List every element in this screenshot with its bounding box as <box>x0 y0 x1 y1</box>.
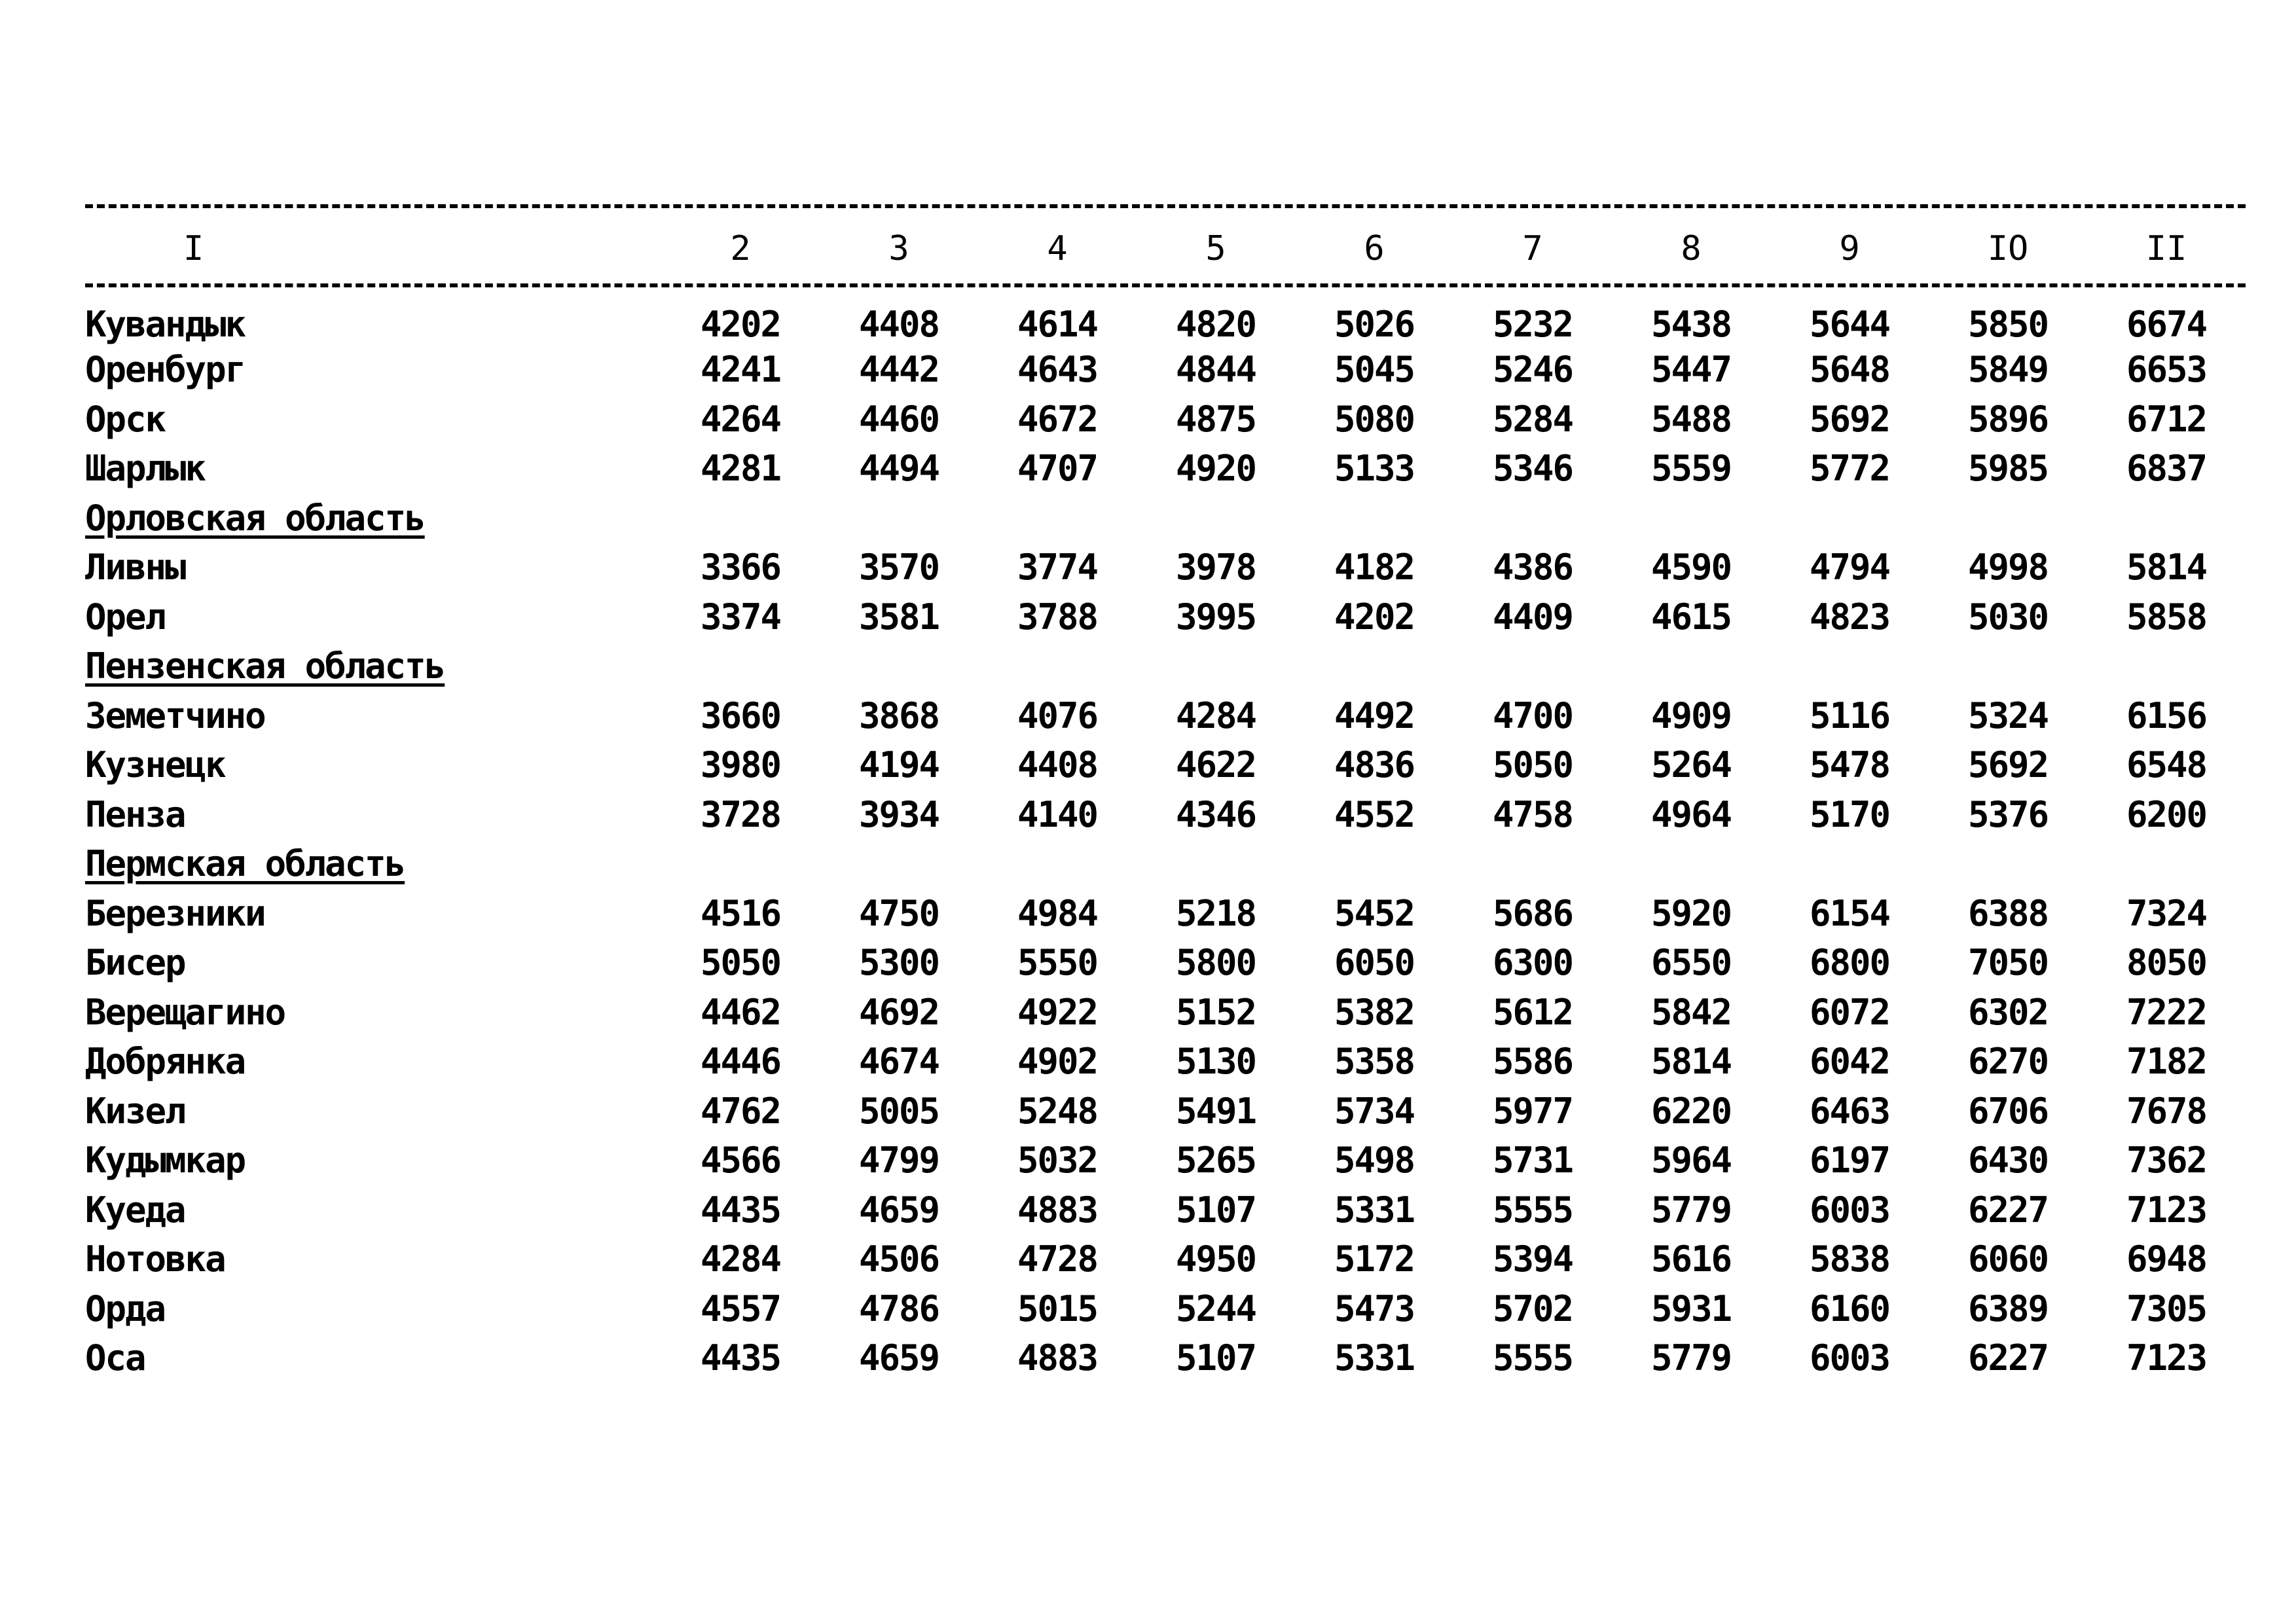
value-cell: 5491 <box>1175 1090 1256 1132</box>
column-header: 7 <box>1522 229 1543 268</box>
value-cell: 4643 <box>1017 349 1098 391</box>
value-cell: 3995 <box>1175 596 1256 638</box>
value-cell: 5692 <box>1967 744 2049 786</box>
value-cell: 4435 <box>700 1189 781 1231</box>
value-cell: 5246 <box>1492 349 1573 391</box>
value-cell: 5324 <box>1967 695 2049 736</box>
table-row <box>85 938 2246 988</box>
value-cell: 3980 <box>700 744 781 786</box>
value-cell: 4614 <box>1017 304 1098 345</box>
value-cell: 4820 <box>1175 304 1256 345</box>
value-cell: 6197 <box>1809 1140 1890 1182</box>
value-cell: 5130 <box>1175 1041 1256 1083</box>
value-cell: 6200 <box>2126 793 2207 835</box>
table-row <box>85 1185 2246 1235</box>
column-header: 6 <box>1364 229 1385 268</box>
value-cell: 4902 <box>1017 1041 1098 1083</box>
value-cell: 4241 <box>700 349 781 391</box>
value-cell: 6050 <box>1334 942 1415 984</box>
value-cell: 4799 <box>858 1140 939 1182</box>
value-cell: 3581 <box>858 596 939 638</box>
value-cell: 6227 <box>1967 1337 2049 1379</box>
value-cell: 4750 <box>858 892 939 934</box>
value-cell: 6674 <box>2126 304 2207 345</box>
city-name: Бисер <box>85 942 185 984</box>
value-cell: 5814 <box>1650 1041 1732 1083</box>
value-cell: 5232 <box>1492 304 1573 345</box>
value-cell: 4408 <box>1017 744 1098 786</box>
value-cell: 6548 <box>2126 744 2207 786</box>
value-cell: 4076 <box>1017 695 1098 736</box>
value-cell: 6003 <box>1809 1189 1890 1231</box>
value-cell: 6712 <box>2126 398 2207 440</box>
value-cell: 4922 <box>1017 991 1098 1033</box>
city-name: Кувандык <box>85 304 246 345</box>
value-cell: 5920 <box>1650 892 1732 934</box>
value-cell: 7182 <box>2126 1041 2207 1083</box>
table-row <box>85 281 2246 345</box>
value-cell: 4692 <box>858 991 939 1033</box>
value-cell: 5050 <box>700 942 781 984</box>
value-cell: 5616 <box>1650 1238 1732 1280</box>
table-row <box>85 1037 2246 1087</box>
value-cell: 5586 <box>1492 1041 1573 1083</box>
value-cell: 5550 <box>1017 942 1098 984</box>
value-cell: 4442 <box>858 349 939 391</box>
value-cell: 4281 <box>700 448 781 490</box>
value-cell: 5985 <box>1967 448 2049 490</box>
value-cell: 5032 <box>1017 1140 1098 1182</box>
table-row <box>85 740 2246 790</box>
value-cell: 5734 <box>1334 1090 1415 1132</box>
column-header: 2 <box>730 229 751 268</box>
value-cell: 5842 <box>1650 991 1732 1033</box>
value-cell: 4674 <box>858 1041 939 1083</box>
value-cell: 4920 <box>1175 448 1256 490</box>
value-cell: 4786 <box>858 1288 939 1329</box>
value-cell: 7123 <box>2126 1189 2207 1231</box>
value-cell: 5814 <box>2126 547 2207 588</box>
table-row <box>85 444 2246 494</box>
value-cell: 4435 <box>700 1337 781 1379</box>
value-cell: 5612 <box>1492 991 1573 1033</box>
value-cell: 5779 <box>1650 1189 1732 1231</box>
value-cell: 5045 <box>1334 349 1415 391</box>
value-cell: 6550 <box>1650 942 1732 984</box>
section-row <box>85 494 2246 543</box>
column-header: I <box>183 229 204 268</box>
value-cell: 4408 <box>858 304 939 345</box>
value-cell: 5284 <box>1492 398 1573 440</box>
value-cell: 5116 <box>1809 695 1890 736</box>
value-cell: 5452 <box>1334 892 1415 934</box>
value-cell: 4659 <box>858 1189 939 1231</box>
value-cell: 4728 <box>1017 1238 1098 1280</box>
value-cell: 4836 <box>1334 744 1415 786</box>
city-name: Орел <box>85 596 166 638</box>
value-cell: 5005 <box>858 1090 939 1132</box>
city-name: Нотовка <box>85 1238 225 1280</box>
value-cell: 6042 <box>1809 1041 1890 1083</box>
value-cell: 4883 <box>1017 1337 1098 1379</box>
value-cell: 5438 <box>1650 304 1732 345</box>
value-cell: 5030 <box>1967 596 2049 638</box>
value-cell: 6948 <box>2126 1238 2207 1280</box>
value-cell: 5382 <box>1334 991 1415 1033</box>
value-cell: 5555 <box>1492 1337 1573 1379</box>
value-cell: 6227 <box>1967 1189 2049 1231</box>
value-cell: 5107 <box>1175 1189 1256 1231</box>
value-cell: 6389 <box>1967 1288 2049 1329</box>
value-cell: 4194 <box>858 744 939 786</box>
value-cell: 5858 <box>2126 596 2207 638</box>
value-cell: 4460 <box>858 398 939 440</box>
value-cell: 5265 <box>1175 1140 1256 1182</box>
value-cell: 4264 <box>700 398 781 440</box>
value-cell: 5498 <box>1334 1140 1415 1182</box>
value-cell: 4506 <box>858 1238 939 1280</box>
value-cell: 5779 <box>1650 1337 1732 1379</box>
value-cell: 4202 <box>700 304 781 345</box>
table-row <box>85 543 2246 592</box>
value-cell: 4950 <box>1175 1238 1256 1280</box>
table-row <box>85 592 2246 642</box>
value-cell: 4557 <box>700 1288 781 1329</box>
table-row <box>85 1284 2246 1334</box>
value-cell: 7050 <box>1967 942 2049 984</box>
table-body <box>85 281 2246 1383</box>
value-cell: 4284 <box>1175 695 1256 736</box>
city-name: Березники <box>85 892 265 934</box>
value-cell: 6430 <box>1967 1140 2049 1182</box>
value-cell: 5559 <box>1650 448 1732 490</box>
city-name: Куеда <box>85 1189 185 1231</box>
value-cell: 5015 <box>1017 1288 1098 1329</box>
column-header: 5 <box>1205 229 1226 268</box>
value-cell: 3934 <box>858 793 939 835</box>
value-cell: 5248 <box>1017 1090 1098 1132</box>
city-name: Добрянка <box>85 1041 246 1083</box>
value-cell: 8050 <box>2126 942 2207 984</box>
value-cell: 4409 <box>1492 596 1573 638</box>
value-cell: 6220 <box>1650 1090 1732 1132</box>
value-cell: 6060 <box>1967 1238 2049 1280</box>
value-cell: 5931 <box>1650 1288 1732 1329</box>
value-cell: 4566 <box>700 1140 781 1182</box>
value-cell: 5648 <box>1809 349 1890 391</box>
table-row <box>85 988 2246 1038</box>
value-cell: 6653 <box>2126 349 2207 391</box>
value-cell: 4844 <box>1175 349 1256 391</box>
section-heading: Орловская область <box>85 497 425 539</box>
value-cell: 5731 <box>1492 1140 1573 1182</box>
data-table <box>85 216 2246 1383</box>
value-cell: 7324 <box>2126 892 2207 934</box>
section-row <box>85 641 2246 691</box>
table-row <box>85 691 2246 741</box>
value-cell: 3660 <box>700 695 781 736</box>
column-header: 9 <box>1839 229 1860 268</box>
value-cell: 6156 <box>2126 695 2207 736</box>
value-cell: 5977 <box>1492 1090 1573 1132</box>
table-row <box>85 889 2246 939</box>
value-cell: 4182 <box>1334 547 1415 588</box>
value-cell: 4492 <box>1334 695 1415 736</box>
table-row <box>85 395 2246 444</box>
value-cell: 5849 <box>1967 349 2049 391</box>
value-cell: 5838 <box>1809 1238 1890 1280</box>
city-name: Земетчино <box>85 695 265 736</box>
value-cell: 5644 <box>1809 304 1890 345</box>
city-name: Орск <box>85 398 166 440</box>
city-name: Орда <box>85 1288 166 1329</box>
value-cell: 4615 <box>1650 596 1732 638</box>
table-row <box>85 1235 2246 1284</box>
value-cell: 4998 <box>1967 547 2049 588</box>
table-header-row <box>85 216 2246 281</box>
value-cell: 5964 <box>1650 1140 1732 1182</box>
column-header: 8 <box>1681 229 1702 268</box>
value-cell: 5686 <box>1492 892 1573 934</box>
value-cell: 4590 <box>1650 547 1732 588</box>
value-cell: 6154 <box>1809 892 1890 934</box>
value-cell: 5447 <box>1650 349 1732 391</box>
column-header: 4 <box>1047 229 1068 268</box>
value-cell: 4909 <box>1650 695 1732 736</box>
value-cell: 4758 <box>1492 793 1573 835</box>
city-name: Оренбург <box>85 349 246 391</box>
value-cell: 4140 <box>1017 793 1098 835</box>
value-cell: 5218 <box>1175 892 1256 934</box>
value-cell: 5331 <box>1334 1337 1415 1379</box>
value-cell: 5394 <box>1492 1238 1573 1280</box>
section-heading: Пермская область <box>85 843 405 885</box>
value-cell: 3788 <box>1017 596 1098 638</box>
value-cell: 5107 <box>1175 1337 1256 1379</box>
value-cell: 4494 <box>858 448 939 490</box>
city-name: Верещагино <box>85 991 285 1033</box>
value-cell: 4386 <box>1492 547 1573 588</box>
value-cell: 5702 <box>1492 1288 1573 1329</box>
value-cell: 5172 <box>1334 1238 1415 1280</box>
value-cell: 7222 <box>2126 991 2207 1033</box>
value-cell: 5358 <box>1334 1041 1415 1083</box>
value-cell: 4707 <box>1017 448 1098 490</box>
value-cell: 5376 <box>1967 793 2049 835</box>
value-cell: 4762 <box>700 1090 781 1132</box>
value-cell: 7305 <box>2126 1288 2207 1329</box>
value-cell: 5473 <box>1334 1288 1415 1329</box>
value-cell: 5244 <box>1175 1288 1256 1329</box>
value-cell: 6800 <box>1809 942 1890 984</box>
value-cell: 7123 <box>2126 1337 2207 1379</box>
value-cell: 4202 <box>1334 596 1415 638</box>
value-cell: 5478 <box>1809 744 1890 786</box>
value-cell: 3570 <box>858 547 939 588</box>
city-name: Кузнецк <box>85 744 225 786</box>
value-cell: 6003 <box>1809 1337 1890 1379</box>
value-cell: 4984 <box>1017 892 1098 934</box>
value-cell: 5692 <box>1809 398 1890 440</box>
value-cell: 6300 <box>1492 942 1573 984</box>
value-cell: 5772 <box>1809 448 1890 490</box>
city-name: Шарлык <box>85 448 206 490</box>
city-name: Ливны <box>85 547 185 588</box>
value-cell: 4659 <box>858 1337 939 1379</box>
value-cell: 3728 <box>700 793 781 835</box>
value-cell: 7678 <box>2126 1090 2207 1132</box>
value-cell: 4883 <box>1017 1189 1098 1231</box>
value-cell: 4346 <box>1175 793 1256 835</box>
section-heading: Пензенская область <box>85 645 445 687</box>
value-cell: 6837 <box>2126 448 2207 490</box>
value-cell: 3774 <box>1017 547 1098 588</box>
value-cell: 4875 <box>1175 398 1256 440</box>
value-cell: 4284 <box>700 1238 781 1280</box>
value-cell: 5170 <box>1809 793 1890 835</box>
value-cell: 3978 <box>1175 547 1256 588</box>
value-cell: 5026 <box>1334 304 1415 345</box>
value-cell: 5555 <box>1492 1189 1573 1231</box>
table-row <box>85 1087 2246 1136</box>
value-cell: 6270 <box>1967 1041 2049 1083</box>
city-name: Оса <box>85 1337 145 1379</box>
value-cell: 4446 <box>700 1041 781 1083</box>
value-cell: 4700 <box>1492 695 1573 736</box>
column-header: IO <box>1987 229 2029 268</box>
value-cell: 4552 <box>1334 793 1415 835</box>
value-cell: 5488 <box>1650 398 1732 440</box>
value-cell: 7362 <box>2126 1140 2207 1182</box>
table-row <box>85 345 2246 395</box>
value-cell: 4622 <box>1175 744 1256 786</box>
value-cell: 4794 <box>1809 547 1890 588</box>
value-cell: 4964 <box>1650 793 1732 835</box>
column-header: 3 <box>888 229 909 268</box>
value-cell: 5133 <box>1334 448 1415 490</box>
value-cell: 6072 <box>1809 991 1890 1033</box>
table-row <box>85 790 2246 840</box>
value-cell: 6388 <box>1967 892 2049 934</box>
value-cell: 4823 <box>1809 596 1890 638</box>
city-name: Кудымкар <box>85 1140 246 1182</box>
table-top-rule <box>85 204 2246 208</box>
value-cell: 5800 <box>1175 942 1256 984</box>
value-cell: 6160 <box>1809 1288 1890 1329</box>
value-cell: 5850 <box>1967 304 2049 345</box>
table-row <box>85 1333 2246 1383</box>
value-cell: 6302 <box>1967 991 2049 1033</box>
table-row <box>85 1136 2246 1185</box>
value-cell: 6706 <box>1967 1090 2049 1132</box>
value-cell: 5346 <box>1492 448 1573 490</box>
value-cell: 4462 <box>700 991 781 1033</box>
value-cell: 3366 <box>700 547 781 588</box>
column-header: II <box>2145 229 2187 268</box>
section-row <box>85 839 2246 889</box>
city-name: Кизел <box>85 1090 185 1132</box>
value-cell: 5300 <box>858 942 939 984</box>
value-cell: 3374 <box>700 596 781 638</box>
value-cell: 5331 <box>1334 1189 1415 1231</box>
value-cell: 3868 <box>858 695 939 736</box>
value-cell: 4516 <box>700 892 781 934</box>
value-cell: 6463 <box>1809 1090 1890 1132</box>
value-cell: 5264 <box>1650 744 1732 786</box>
value-cell: 5080 <box>1334 398 1415 440</box>
value-cell: 5050 <box>1492 744 1573 786</box>
city-name: Пенза <box>85 793 185 835</box>
value-cell: 5152 <box>1175 991 1256 1033</box>
value-cell: 4672 <box>1017 398 1098 440</box>
value-cell: 5896 <box>1967 398 2049 440</box>
